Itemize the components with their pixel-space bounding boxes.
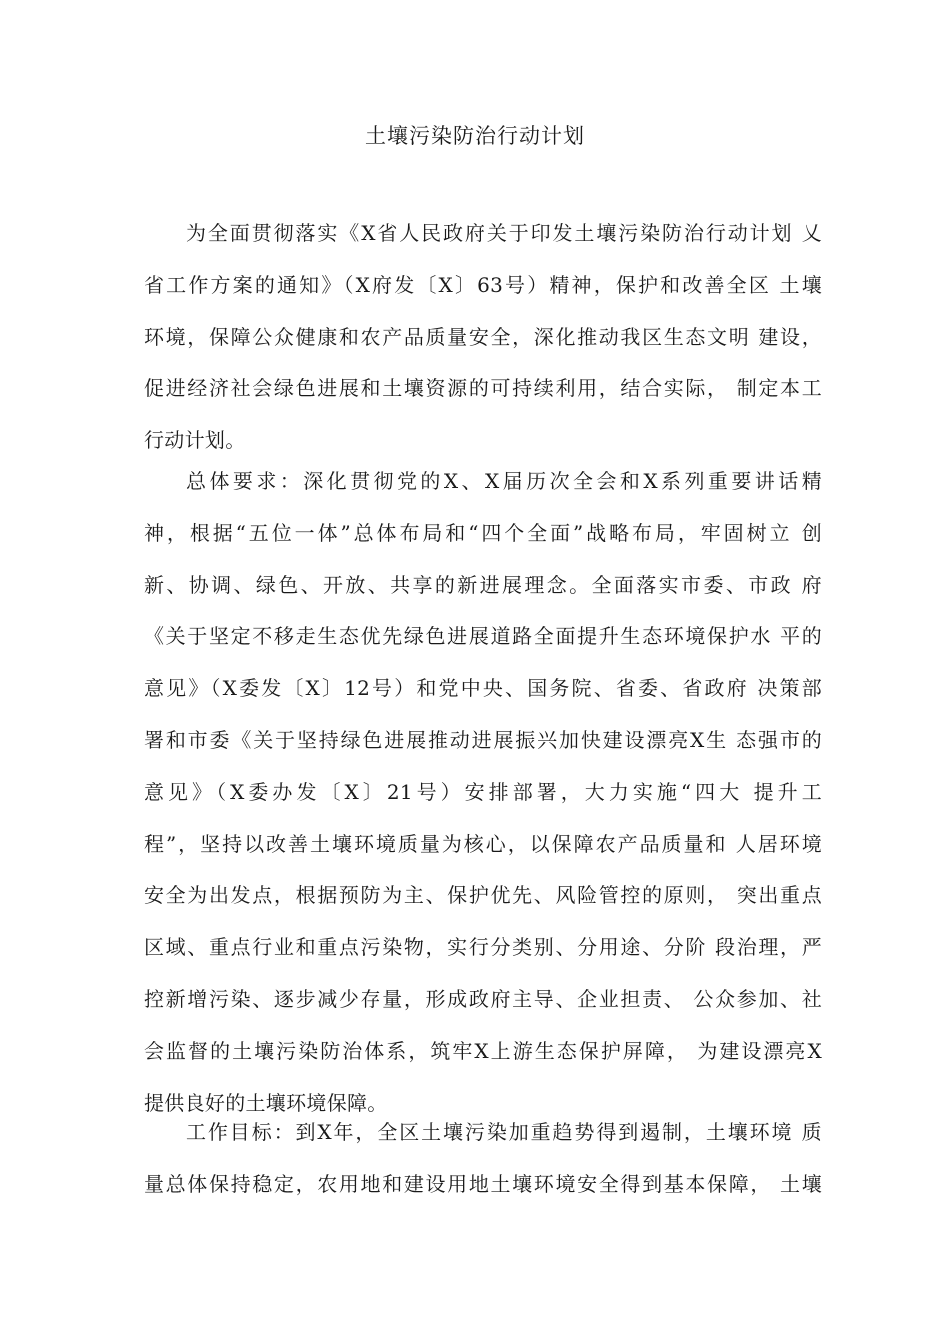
- document-title: 土壤污染防治行动计划: [365, 124, 585, 148]
- paragraph-line: 环境，保障公众健康和农产品质量安全，深化推动我区生态文明 建设，: [144, 324, 822, 349]
- paragraph-line: 行动计划。: [144, 428, 246, 453]
- paragraph-line: 意见》（X委发〔X〕12号）和党中央、国务院、省委、省政府 决策部: [144, 676, 822, 701]
- paragraph-line: 会监督的土壤污染防治体系，筑牢X上游生态保护屏障， 为建设漂亮X: [144, 1038, 822, 1063]
- paragraph-line: 提供良好的土壤环境保障。: [144, 1090, 388, 1115]
- paragraph-line: 工作目标：到X年，全区土壤污染加重趋势得到遏制，土壤环境 质: [186, 1120, 822, 1144]
- paragraph-line: 促进经济社会绿色进展和土壤资源的可持续利用，结合实际， 制定本工: [144, 376, 822, 401]
- paragraph-line: 安全为出发点，根据预防为主、保护优先、风险管控的原则， 突出重点: [144, 883, 822, 908]
- paragraph-line: 量总体保持稳定，农用地和建设用地土壤环境安全得到基本保障， 土壤: [144, 1171, 822, 1196]
- paragraph-line: 意见》（X委办发〔X〕21号）安排部署，大力实施“四大 提升工: [144, 779, 822, 804]
- paragraph-line: 新、协调、绿色、开放、共享的新进展理念。全面落实市委、市政 府: [144, 572, 822, 597]
- paragraph-line: 为全面贯彻落实《X省人民政府关于印发土壤污染防治行动计划 乂: [186, 221, 822, 245]
- paragraph-line: 省工作方案的通知》（X府发〔X〕63号）精神，保护和改善全区 土壤: [144, 272, 822, 297]
- paragraph-general-requirements: [144, 456, 822, 1129]
- paragraph-intro: [144, 208, 822, 467]
- paragraph-line: 程”，坚持以改善土壤环境质量为核心，以保障农产品质量和 人居环境: [144, 831, 822, 856]
- paragraph-line: 控新增污染、逐步减少存量，形成政府主导、企业担责、 公众参加、社: [144, 986, 822, 1011]
- paragraph-line: 《关于坚定不移走生态优先绿色进展道路全面提升生态环境保护水 平的: [144, 624, 822, 649]
- paragraph-line: 神，根据“五位一体”总体布局和“四个全面”战略布局，牢固树立 创: [144, 520, 822, 545]
- paragraph-line: 区域、重点行业和重点污染物，实行分类别、分用途、分阶 段治理，严: [144, 935, 822, 960]
- paragraph-line: 总体要求：深化贯彻党的X、X届历次全会和X系列重要讲话精: [186, 469, 822, 493]
- paragraph-line: 署和市委《关于坚持绿色进展推动进展振兴加快建设漂亮X生 态强市的: [144, 727, 822, 752]
- paragraph-work-goals: [144, 1107, 822, 1211]
